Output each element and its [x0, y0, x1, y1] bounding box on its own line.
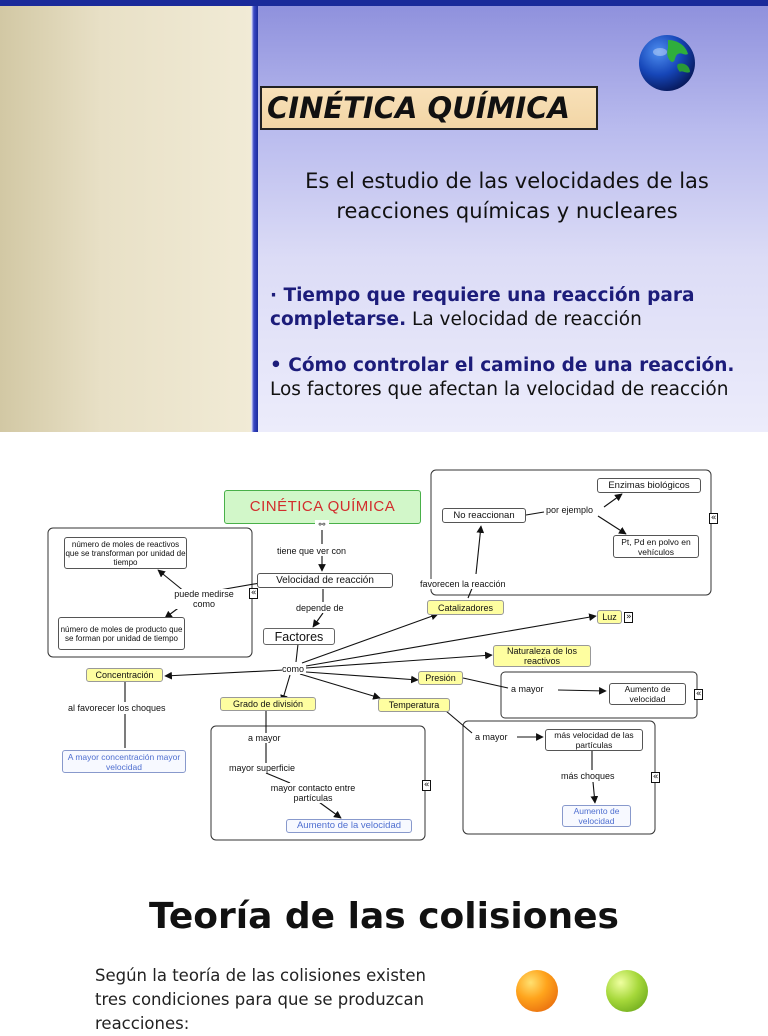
cmap-label-a-mayor-1: a mayor [248, 733, 281, 743]
cmap-a-mayor-concentracion[interactable]: A mayor concentración mayor velocidad [62, 750, 186, 773]
cmap-catalizadores-node[interactable]: Catalizadores [427, 600, 504, 615]
bullet-tiempo-strong: · Tiempo que requiere una reacción para completarse. [270, 285, 695, 330]
cmap-label-mayor-superficie: mayor superficie [229, 763, 296, 773]
cmap-label-favorecen: favorecen la reacción [420, 579, 506, 589]
cmap-no-reaccionan-node[interactable]: No reaccionan [442, 508, 526, 523]
cmap-expand-icon[interactable]: « [424, 780, 430, 790]
cmap-luz-node[interactable]: Luz [597, 610, 622, 624]
bullet-tiempo [270, 284, 768, 332]
cmap-moles-reactivos[interactable]: número de moles de reactivos que se transforman por unidad de tiempo [64, 537, 187, 569]
bullet-controlar-strong: • Cómo controlar el camino de una reacción. [270, 355, 735, 376]
cmap-label-mayor-contacto: mayor contacto entre partículas [268, 783, 358, 803]
bullet-controlar [270, 354, 768, 402]
cmap-main-node[interactable]: CINÉTICA QUÍMICA [224, 490, 421, 524]
cmap-label-al-favorecer: al favorecer los choques [68, 703, 166, 713]
cmap-expand-icon[interactable]: « [653, 772, 659, 782]
cmap-velocidad-node[interactable]: Velocidad de reacción [257, 573, 393, 588]
molecule-orange-ball [516, 970, 558, 1012]
cmap-luz-link-icon[interactable]: » [626, 612, 632, 622]
lecture-slide [0, 0, 768, 432]
cmap-label-a-mayor-3: a mayor [511, 684, 544, 694]
concept-map [0, 440, 768, 860]
cmap-label-depende: depende de [296, 603, 344, 613]
cmap-label-mas-choques: más choques [561, 771, 615, 781]
cmap-concentracion-node[interactable]: Concentración [86, 668, 163, 682]
cmap-link-icon[interactable]: ⚯ [315, 520, 329, 530]
cmap-label-por-ejemplo: por ejemplo [546, 505, 594, 515]
slide-subtitle: Es el estudio de las velocidades de las reacciones químicas y nucleares [305, 169, 709, 223]
slide-divider [251, 6, 258, 432]
cmap-label-a-mayor-2: a mayor [475, 732, 508, 742]
cmap-expand-icon[interactable]: « [696, 689, 702, 699]
cmap-naturaleza-node[interactable]: Naturaleza de los reactivos [493, 645, 591, 667]
cmap-aumento-velocidad-3[interactable]: Aumento de velocidad [609, 683, 686, 705]
colisiones-text: Según la teoría de las colisiones existen tres condiciones para que se produzcan reacciones: [95, 966, 426, 1033]
cmap-enzimas-node[interactable]: Enzimas biológicos [597, 478, 701, 493]
cmap-presion-node[interactable]: Presión [418, 671, 463, 685]
cmap-temperatura-node[interactable]: Temperatura [378, 698, 450, 712]
cmap-label-tiene: tiene que ver con [277, 546, 347, 556]
cmap-label-puede-medirse: puede medirse como [168, 589, 240, 609]
molecule-green-ball [606, 970, 648, 1012]
cmap-expand-icon[interactable]: « [251, 588, 257, 598]
cmap-grado-division-node[interactable]: Grado de división [220, 697, 316, 711]
slide-title: CINÉTICA QUÍMICA [260, 86, 598, 130]
cmap-factores-node[interactable]: Factores [263, 628, 335, 645]
globe-icon [638, 34, 696, 92]
bullet-controlar-rest: Los factores que afectan la velocidad de reacción [270, 379, 729, 400]
cmap-aumento-velocidad-1[interactable]: Aumento de la velocidad [286, 819, 412, 833]
cmap-pt-pd-node[interactable]: Pt, Pd en polvo en vehículos [613, 535, 699, 558]
bullet-tiempo-rest: La velocidad de reacción [412, 309, 642, 330]
colisiones-title: Teoría de las colisiones [149, 896, 619, 937]
cmap-moles-producto[interactable]: número de moles de producto que se forman por unidad de tiempo [58, 617, 185, 650]
cmap-expand-icon[interactable]: « [711, 513, 717, 523]
cmap-mas-velocidad-particulas[interactable]: más velocidad de las partículas [545, 729, 643, 751]
cmap-aumento-velocidad-2[interactable]: Aumento de velocidad [562, 805, 631, 827]
cmap-label-como: como [282, 664, 305, 674]
slide-left-panel [0, 6, 252, 432]
